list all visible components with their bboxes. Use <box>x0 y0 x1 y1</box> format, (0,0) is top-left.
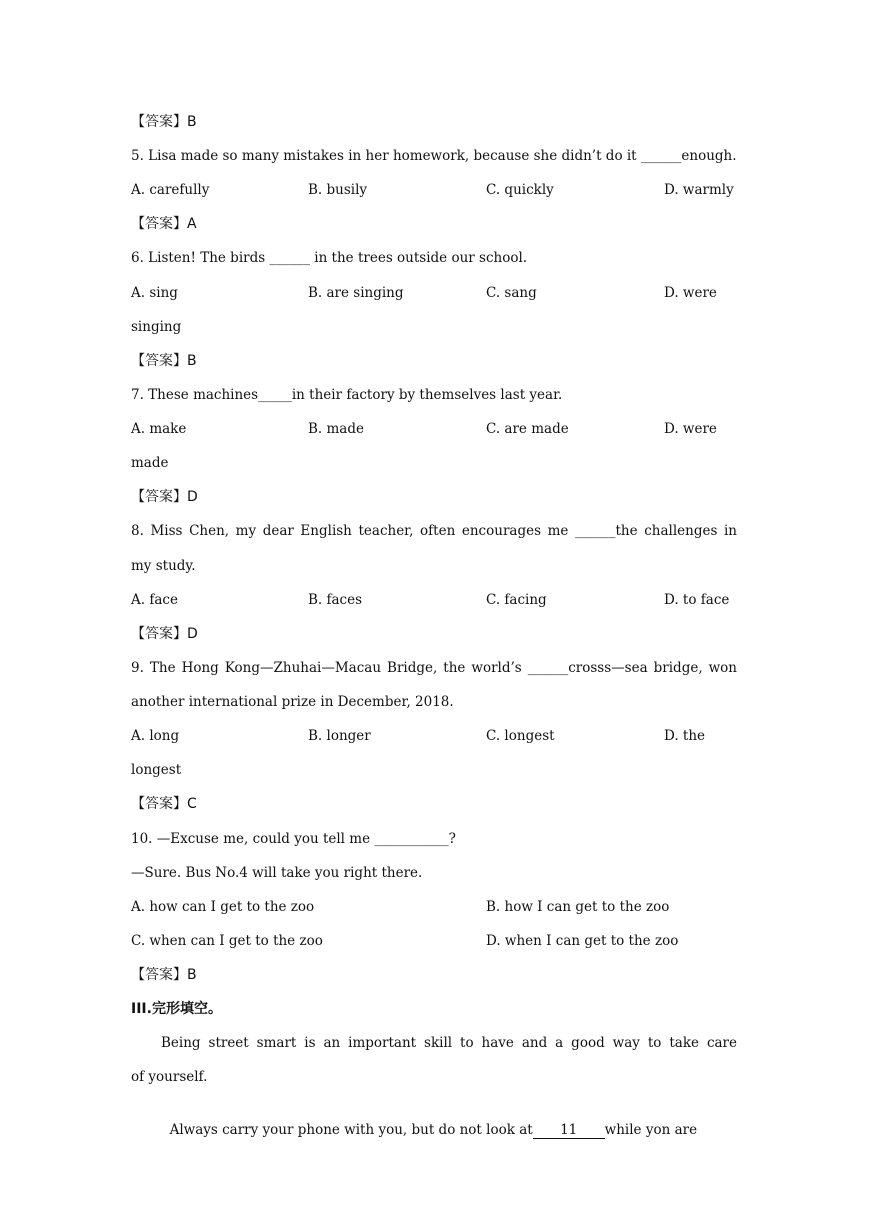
q7-option-a: A. make <box>131 421 187 437</box>
answer-8: 【答案】D <box>131 626 198 642</box>
answer-9: 【答案】C <box>131 796 197 812</box>
answer-5: 【答案】A <box>131 216 197 232</box>
question-8: 8. Miss Chen, my dear English teacher, often encourages me ______the challenges in <box>131 523 737 539</box>
passage-paragraph-1-wrap: of yourself. <box>131 1069 208 1085</box>
q10-option-a: A. how can I get to the zoo <box>131 899 315 915</box>
q10-option-c: C. when can I get to the zoo <box>131 933 323 949</box>
q6-option-c: C. sang <box>486 285 537 301</box>
passage-text: while yon are <box>604 1122 698 1138</box>
q8-option-d: D. to face <box>664 592 730 608</box>
section-heading-cloze: III.完形填空。 <box>131 1001 222 1017</box>
passage-text: Always carry your phone with you, but do not look at <box>169 1122 533 1138</box>
q8-option-a: A. face <box>131 592 178 608</box>
q9-option-d: D. the <box>664 728 706 744</box>
q7-option-d-wrap: made <box>131 455 169 471</box>
answer-10: 【答案】B <box>131 967 197 983</box>
question-6: 6. Listen! The birds ______ in the trees outside our school. <box>131 250 528 266</box>
question-5: 5. Lisa made so many mistakes in her homework, because she didn’t do it ______enough. <box>131 148 737 164</box>
q6-option-d-wrap: singing <box>131 319 182 335</box>
cloze-blank-11: 11 <box>533 1123 605 1139</box>
q9-option-a: A. long <box>131 728 180 744</box>
question-10-reply: —Sure. Bus No.4 will take you right there. <box>131 865 423 881</box>
q9-option-c: C. longest <box>486 728 555 744</box>
passage-paragraph-1: Being street smart is an important skill to have and a good way to take care <box>161 1035 737 1051</box>
q6-option-d: D. were <box>664 285 717 301</box>
answer-7: 【答案】D <box>131 489 198 505</box>
q10-option-b: B. how I can get to the zoo <box>486 899 670 915</box>
answer-4: 【答案】B <box>131 114 197 130</box>
q5-option-d: D. warmly <box>664 182 734 198</box>
q10-option-d: D. when I can get to the zoo <box>486 933 679 949</box>
q8-option-c: C. facing <box>486 592 547 608</box>
question-9-wrap: another international prize in December, 2018. <box>131 694 454 710</box>
q5-option-a: A. carefully <box>131 182 210 198</box>
question-7: 7. These machines_____in their factory by themselves last year. <box>131 387 563 403</box>
q9-option-b: B. longer <box>308 728 371 744</box>
q7-option-c: C. are made <box>486 421 569 437</box>
question-10: 10. —Excuse me, could you tell me ___________? <box>131 831 456 847</box>
answer-6: 【答案】B <box>131 353 197 369</box>
question-9: 9. The Hong Kong—Zhuhai—Macau Bridge, the world’s ______crosss—sea bridge, won <box>131 660 737 676</box>
q6-option-b: B. are singing <box>308 285 404 301</box>
q9-option-d-wrap: longest <box>131 762 182 778</box>
question-8-wrap: my study. <box>131 558 196 574</box>
q7-option-d: D. were <box>664 421 717 437</box>
q5-option-b: B. busily <box>308 182 368 198</box>
q8-option-b: B. faces <box>308 592 363 608</box>
q7-option-b: B. made <box>308 421 364 437</box>
passage-paragraph-2 <box>161 1103 737 1139</box>
q5-option-c: C. quickly <box>486 182 554 198</box>
q6-option-a: A. sing <box>131 285 178 301</box>
